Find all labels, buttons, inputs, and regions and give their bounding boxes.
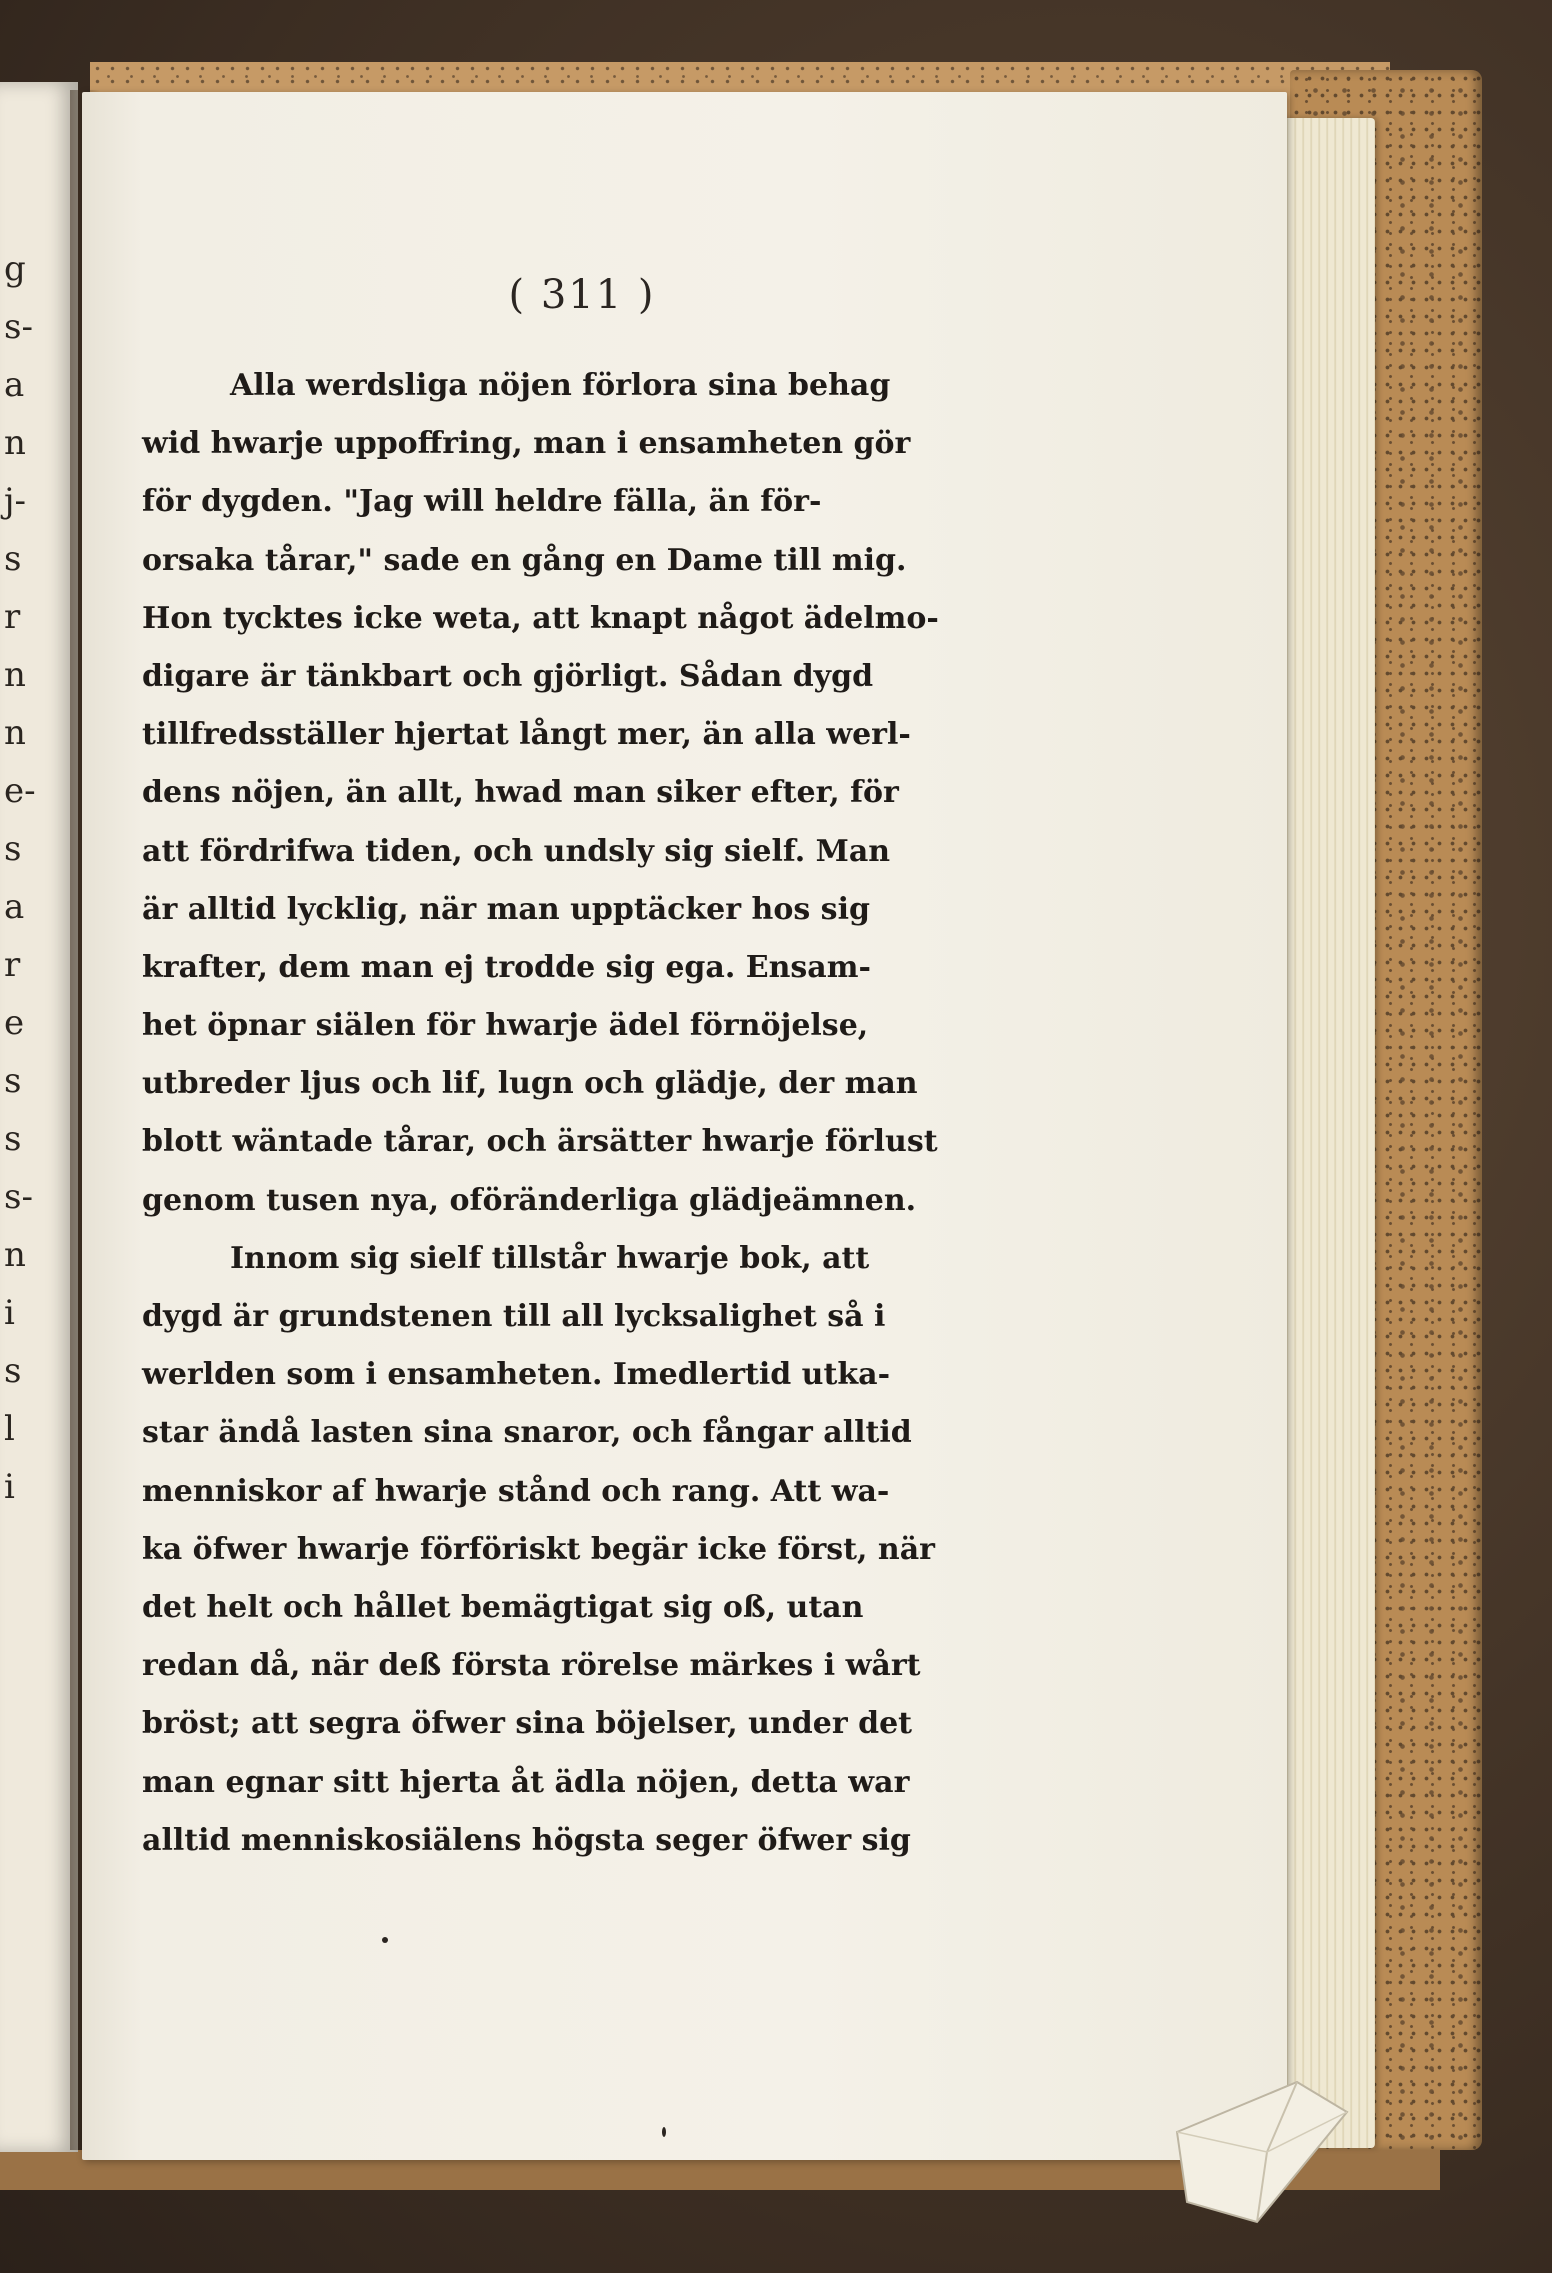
text-line: för dygden. "Jag will heldre fälla, än för-	[142, 484, 822, 520]
left-page-margin-glyph: s	[4, 539, 22, 579]
left-page-margin-glyph: g	[4, 249, 26, 289]
left-page-margin-glyph: s-	[4, 307, 33, 347]
text-line: orsaka tårar," sade en gång en Dame till mig.	[142, 542, 907, 578]
left-page-margin-glyph: s-	[4, 1177, 33, 1217]
left-page-margin-glyph: s	[4, 829, 22, 869]
left-page-margin-glyph: j-	[4, 481, 27, 521]
left-page-margin-glyph: e	[4, 1003, 25, 1043]
text-line: är alltid lycklig, när man upptäcker hos sig	[142, 891, 870, 927]
text-line: genom tusen nya, oföränderliga glädjeämnen.	[142, 1182, 917, 1218]
book-page	[82, 92, 1287, 2160]
left-page-margin-glyph: s	[4, 1351, 22, 1391]
text-line: det helt och hållet bemägtigat sig oß, utan	[142, 1589, 864, 1625]
left-page-margin-glyph: a	[4, 365, 25, 405]
left-page-margin-glyph: a	[4, 887, 25, 927]
left-page-margin-glyph: n	[4, 713, 26, 753]
ink-spot	[382, 1937, 388, 1943]
left-page	[0, 82, 78, 2152]
text-line: att fördrifwa tiden, och undsly sig sielf. Man	[142, 833, 891, 869]
text-line: man egnar sitt hjerta åt ädla nöjen, detta war	[142, 1764, 910, 1800]
left-page-margin-glyph: s	[4, 1061, 22, 1101]
left-page-margin-glyph: i	[4, 1293, 15, 1333]
page-number: ( 311 )	[508, 272, 656, 318]
folded-page-corner	[1147, 2042, 1357, 2232]
left-page-margin-glyph: r	[4, 597, 21, 637]
text-line: star ändå lasten sina snaror, och fångar alltid	[142, 1415, 912, 1451]
ink-spot	[662, 2127, 666, 2137]
text-line: blott wäntade tårar, och ärsätter hwarje förlust	[142, 1124, 938, 1160]
text-line: Hon tycktes icke weta, att knapt något ädelmo-	[142, 600, 939, 636]
text-line: dygd är grundstenen till all lycksalighet så i	[142, 1299, 886, 1334]
text-line: het öpnar siälen för hwarje ädel förnöjelse,	[142, 1008, 869, 1044]
text-line: krafter, dem man ej trodde sig ega. Ensam-	[142, 949, 871, 985]
left-page-margin-glyph: s	[4, 1119, 22, 1159]
text-line: alltid menniskosiälens högsta seger öfwer sig	[142, 1822, 911, 1858]
left-page-margin-glyph: l	[4, 1409, 15, 1449]
text-line: werlden som i ensamheten. Imedlertid utka-	[142, 1357, 891, 1393]
text-line: wid hwarje uppoffring, man i ensamheten gör	[142, 426, 911, 462]
left-page-margin-glyph: n	[4, 423, 26, 463]
left-page-margin-glyph: n	[4, 1235, 26, 1275]
text-line: dens nöjen, än allt, hwad man siker efter, för	[142, 775, 899, 811]
text-line: Innom sig sielf tillstår hwarje bok, att	[230, 1240, 870, 1276]
text-line: bröst; att segra öfwer sina böjelser, under det	[142, 1706, 913, 1742]
left-page-margin-glyph: n	[4, 655, 26, 695]
left-page-margin-glyph: e-	[4, 771, 36, 811]
left-page-margin-glyph: r	[4, 945, 21, 985]
text-line: redan då, när deß första rörelse märkes i wårt	[142, 1648, 921, 1684]
text-line: Alla werdsliga nöjen förlora sina behag	[230, 368, 891, 403]
text-line: tillfredsställer hjertat långt mer, än alla werl-	[142, 717, 911, 753]
left-page-margin-glyph: i	[4, 1467, 15, 1507]
body-text	[142, 357, 939, 1870]
text-line: menniskor af hwarje stånd och rang. Att wa-	[142, 1473, 890, 1509]
text-line: digare är tänkbart och gjörligt. Sådan dygd	[142, 658, 874, 694]
text-line: utbreder ljus och lif, lugn och glädje, der man	[142, 1066, 918, 1102]
text-line: ka öfwer hwarje förföriskt begär icke först, när	[142, 1531, 935, 1567]
